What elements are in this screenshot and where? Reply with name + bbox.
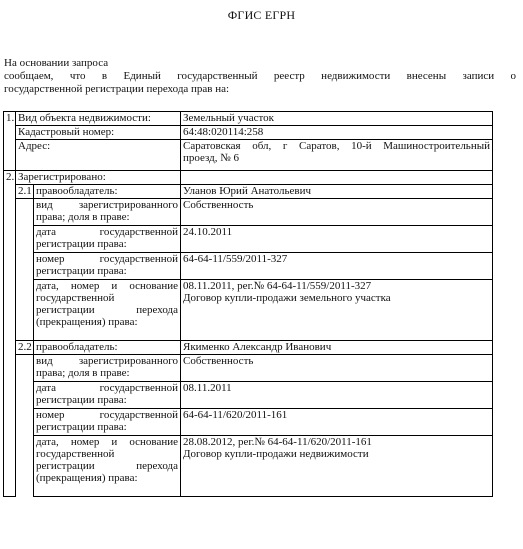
cadastral-value: 64:48:020114:258	[181, 126, 493, 140]
holder-1-basis-value: 08.11.2011, рег.№ 64-64-11/559/2011-327 Договор купли-продажи земельного участка	[181, 280, 493, 341]
address-value	[181, 140, 493, 171]
registry-table	[3, 111, 493, 497]
address-line-1: Саратовская обл, г Саратов, 10-й Машиностроительный	[183, 140, 490, 152]
holder-2-right-row	[4, 355, 493, 382]
holder-1-right-row	[4, 199, 493, 226]
holder-1-date-label: дата государственной регистрации права:	[34, 226, 181, 253]
holder-1-right-label: вид зарегистрированного права; доля в праве:	[34, 199, 181, 226]
intro-line-2: сообщаем, что в Единый государственный реестр недвижимости внесены записи о	[4, 70, 516, 82]
section-2-number: 2.	[4, 171, 16, 497]
registered-label: Зарегистрировано:	[16, 171, 181, 185]
holder-2-right-label: вид зарегистрированного права; доля в праве:	[34, 355, 181, 382]
address-line-2: проезд, № 6	[183, 152, 240, 164]
section-1-number: 1.	[4, 112, 16, 171]
cadastral-label: Кадастровый номер:	[16, 126, 181, 140]
holder-2-right-value: Собственность	[181, 355, 493, 382]
holder-2-number: 2.2	[16, 341, 34, 355]
holder-2-date-value: 08.11.2011	[181, 382, 493, 409]
holder-2-date-label: дата государственной регистрации права:	[34, 382, 181, 409]
holder-2-basis-value: 28.08.2012, рег.№ 64-64-11/620/2011-161 Договор купли-продажи недвижимости	[181, 436, 493, 497]
holder-1-number-row	[4, 253, 493, 280]
holder-1-label: правообладатель:	[34, 185, 181, 199]
holder-2-number-row	[4, 409, 493, 436]
document-title: ФГИС ЕГРН	[227, 8, 296, 22]
holder-2-label: правообладатель:	[34, 341, 181, 355]
address-label: Адрес:	[16, 140, 181, 171]
holder-1-date-value: 24.10.2011	[181, 226, 493, 253]
holder-1-basis-label: дата, номер и основание государственной регистрации перехода (прекращения) права:	[34, 280, 181, 341]
holder-2-number-label: номер государственной регистрации права:	[34, 409, 181, 436]
object-type-value: Земельный участок	[181, 112, 493, 126]
holder-1-number: 2.1	[16, 185, 34, 199]
holder-1-date-row	[4, 226, 493, 253]
holder-1-right-value: Собственность	[181, 199, 493, 226]
address-row	[4, 140, 493, 171]
holder-1-row	[4, 185, 493, 199]
holder-2-number-value: 64-64-11/620/2011-161	[181, 409, 493, 436]
registered-row	[4, 171, 493, 185]
holder-1-basis-row	[4, 280, 493, 341]
registered-value	[181, 171, 493, 185]
holder-2-date-row	[4, 382, 493, 409]
object-type-row	[4, 112, 493, 126]
cadastral-row	[4, 126, 493, 140]
object-type-label: Вид объекта недвижимости:	[16, 112, 181, 126]
holder-1-value: Уланов Юрий Анатольевич	[181, 185, 493, 199]
holder-2-basis-label: дата, номер и основание государственной регистрации перехода (прекращения) права:	[34, 436, 181, 497]
holder-2-basis-row	[4, 436, 493, 497]
holder-1-number-label: номер государственной регистрации права:	[34, 253, 181, 280]
holder-2-value: Якименко Александр Иванович	[181, 341, 493, 355]
intro-line-1: На основании запроса	[4, 57, 109, 69]
intro-line-3: государственной регистрации перехода прав на:	[4, 83, 230, 95]
intro-text	[4, 57, 516, 96]
holder-2-row	[4, 341, 493, 355]
holder-1-number-value: 64-64-11/559/2011-327	[181, 253, 493, 280]
